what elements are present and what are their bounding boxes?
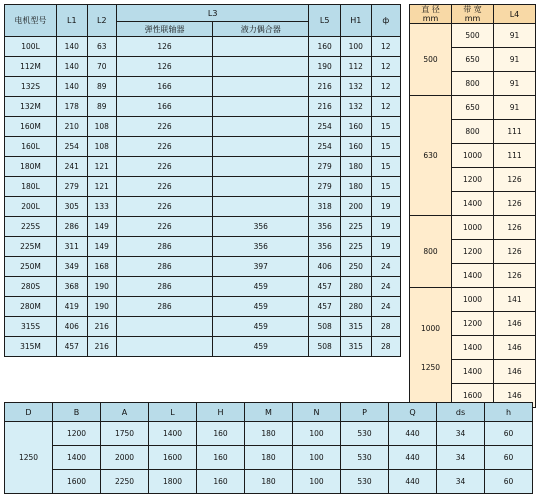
table-row: [5, 237, 401, 257]
cell-l3-fluid: 356: [213, 237, 309, 257]
cell-h1: 250: [340, 257, 371, 277]
cell-l4: 126: [494, 264, 536, 288]
cell-h1: 225: [340, 237, 371, 257]
cell-l1: 210: [57, 117, 88, 137]
cell-b: 1400: [53, 446, 101, 470]
cell-l4: 111: [494, 144, 536, 168]
cell-phi: 15: [371, 177, 400, 197]
header-width-label: 带 宽: [463, 5, 482, 14]
cell-h1: 160: [340, 117, 371, 137]
cell-m: 180: [245, 422, 293, 446]
cell-l3-elastic: 226: [116, 157, 212, 177]
cell-l2: 89: [87, 77, 116, 97]
header-a: A: [101, 403, 149, 422]
cell-l1: 305: [57, 197, 88, 217]
cell-ds: 34: [437, 470, 485, 494]
cell-l2: 133: [87, 197, 116, 217]
cell-h1: 160: [340, 137, 371, 157]
cell-a: 2250: [101, 470, 149, 494]
cell-width: 1000: [452, 144, 494, 168]
cell-l3-fluid: [213, 117, 309, 137]
cell-m: 180: [245, 470, 293, 494]
cell-width: 1200: [452, 240, 494, 264]
cell-l: 1800: [149, 470, 197, 494]
cell-phi: 15: [371, 157, 400, 177]
dim-table-body: [5, 422, 533, 494]
cell-l5: 356: [309, 237, 341, 257]
cell-l2: 63: [87, 37, 116, 57]
cell-phi: 24: [371, 257, 400, 277]
cell-phi: 12: [371, 57, 400, 77]
cell-h1: 112: [340, 57, 371, 77]
cell-model: 200L: [5, 197, 57, 217]
cell-l4: 141: [494, 288, 536, 312]
cell-l3-elastic: 286: [116, 297, 212, 317]
cell-l2: 121: [87, 177, 116, 197]
cell-b: 1200: [53, 422, 101, 446]
cell-diameter-value: 1000: [420, 323, 441, 333]
cell-h1: 180: [340, 157, 371, 177]
table-row: [5, 317, 401, 337]
cell-l5: 254: [309, 137, 341, 157]
header-width: [452, 5, 494, 24]
table-row: [5, 57, 401, 77]
cell-phi: 12: [371, 77, 400, 97]
cell-l3-elastic: 166: [116, 77, 212, 97]
cell-model: 180L: [5, 177, 57, 197]
table-row: [5, 197, 401, 217]
cell-diameter: [410, 24, 452, 96]
cell-l1: 279: [57, 177, 88, 197]
cell-m: 180: [245, 446, 293, 470]
cell-l2: 108: [87, 137, 116, 157]
cell-width: 800: [452, 120, 494, 144]
header-h1: H1: [340, 5, 371, 37]
cell-l3-elastic: 126: [116, 37, 212, 57]
cell-phi: 28: [371, 337, 400, 357]
cell-l2: 121: [87, 157, 116, 177]
cell-diameter-value: 1250: [420, 362, 441, 372]
table-row: [5, 117, 401, 137]
cell-phi: 12: [371, 97, 400, 117]
cell-width: 1200: [452, 312, 494, 336]
cell-l3-elastic: 226: [116, 197, 212, 217]
cell-l2: 149: [87, 237, 116, 257]
cell-q: 440: [389, 446, 437, 470]
cell-l5: 190: [309, 57, 341, 77]
cell-width: 1600: [452, 384, 494, 408]
belt-width-table: [409, 4, 536, 408]
cell-l1: 286: [57, 217, 88, 237]
cell-diameter: [410, 96, 452, 216]
table-row: [410, 96, 536, 120]
cell-l5: 508: [309, 317, 341, 337]
table-row: [5, 137, 401, 157]
cell-l1: 178: [57, 97, 88, 117]
cell-l2: 108: [87, 117, 116, 137]
cell-l3-elastic: 166: [116, 97, 212, 117]
cell-width: 1400: [452, 264, 494, 288]
table-row: [410, 24, 536, 48]
cell-l1: 368: [57, 277, 88, 297]
cell-h1: 200: [340, 197, 371, 217]
cell-ds: 34: [437, 446, 485, 470]
cell-l1: 311: [57, 237, 88, 257]
cell-l4: 126: [494, 192, 536, 216]
cell-l3-fluid: 397: [213, 257, 309, 277]
cell-l3-fluid: [213, 177, 309, 197]
cell-l5: 216: [309, 77, 341, 97]
cell-width: 1400: [452, 192, 494, 216]
cell-l3-fluid: 356: [213, 217, 309, 237]
cell-d: 1250: [5, 422, 53, 494]
cell-l2: 70: [87, 57, 116, 77]
header-ds: ds: [437, 403, 485, 422]
header-h: H: [197, 403, 245, 422]
cell-l3-fluid: [213, 197, 309, 217]
cell-diameter-value: 500: [423, 55, 438, 64]
header-l5: L5: [309, 5, 341, 37]
header-l3-fluid: 液力偶合器: [213, 22, 309, 37]
cell-l5: 160: [309, 37, 341, 57]
cell-l2: 168: [87, 257, 116, 277]
cell-l3-fluid: [213, 157, 309, 177]
cell-l4: 146: [494, 384, 536, 408]
cell-l5: 279: [309, 177, 341, 197]
cell-l4: 146: [494, 360, 536, 384]
header-b: B: [53, 403, 101, 422]
cell-p: 530: [341, 422, 389, 446]
cell-phi: 19: [371, 237, 400, 257]
cell-l3-elastic: [116, 317, 212, 337]
cell-phi: 15: [371, 117, 400, 137]
header-model: 电机型号: [5, 5, 57, 37]
cell-h1: 100: [340, 37, 371, 57]
cell-phi: 19: [371, 197, 400, 217]
cell-width: 1400: [452, 336, 494, 360]
table-row: [5, 97, 401, 117]
cell-l3-fluid: 459: [213, 337, 309, 357]
belt-table-body: [410, 24, 536, 408]
cell-l4: 126: [494, 240, 536, 264]
cell-h1: 280: [340, 297, 371, 317]
cell-width: 650: [452, 48, 494, 72]
cell-l1: 140: [57, 37, 88, 57]
cell-n: 100: [293, 446, 341, 470]
table-row: [5, 157, 401, 177]
cell-l3-elastic: 226: [116, 137, 212, 157]
header-q: Q: [389, 403, 437, 422]
cell-phi: 24: [371, 277, 400, 297]
table-row: [5, 37, 401, 57]
cell-model: 112M: [5, 57, 57, 77]
cell-l3-elastic: 286: [116, 277, 212, 297]
cell-l3-elastic: 286: [116, 257, 212, 277]
cell-l2: 149: [87, 217, 116, 237]
cell-diameter-value: 630: [423, 151, 438, 160]
cell-l1: 419: [57, 297, 88, 317]
cell-l3-fluid: [213, 37, 309, 57]
cell-h1: 315: [340, 337, 371, 357]
cell-a: 1750: [101, 422, 149, 446]
header-l3: L3: [116, 5, 308, 22]
cell-l5: 406: [309, 257, 341, 277]
cell-p: 530: [341, 470, 389, 494]
cell-phi: 19: [371, 217, 400, 237]
table-row: [5, 217, 401, 237]
header-l2: L2: [87, 5, 116, 37]
cell-l3-fluid: 459: [213, 297, 309, 317]
header-m: M: [245, 403, 293, 422]
cell-l3-elastic: 126: [116, 57, 212, 77]
cell-l3-elastic: 286: [116, 237, 212, 257]
cell-l3-elastic: 226: [116, 117, 212, 137]
cell-h1: 132: [340, 97, 371, 117]
header-diameter: [410, 5, 452, 24]
cell-l5: 254: [309, 117, 341, 137]
cell-model: 250M: [5, 257, 57, 277]
table-row: [5, 337, 401, 357]
cell-n: 100: [293, 470, 341, 494]
cell-l5: 457: [309, 297, 341, 317]
overall-dimension-table: [4, 402, 533, 494]
header-l4: L4: [494, 5, 536, 24]
cell-l4: 146: [494, 336, 536, 360]
cell-l4: 126: [494, 216, 536, 240]
cell-diameter-value: 800: [423, 247, 438, 256]
cell-l5: 279: [309, 157, 341, 177]
table-row: [410, 216, 536, 240]
header-p: P: [341, 403, 389, 422]
cell-diameter: [410, 288, 452, 408]
header-h: h: [485, 403, 533, 422]
header-l1: L1: [57, 5, 88, 37]
cell-phi: 24: [371, 297, 400, 317]
cell-phi: 12: [371, 37, 400, 57]
cell-q: 440: [389, 470, 437, 494]
header-l: L: [149, 403, 197, 422]
cell-l3-fluid: [213, 97, 309, 117]
cell-h1: 280: [340, 277, 371, 297]
cell-n: 100: [293, 422, 341, 446]
table-row: [5, 297, 401, 317]
cell-l4: 146: [494, 312, 536, 336]
cell-l3-fluid: [213, 57, 309, 77]
cell-l1: 241: [57, 157, 88, 177]
cell-model: 132M: [5, 97, 57, 117]
cell-width: 650: [452, 96, 494, 120]
cell-p: 530: [341, 446, 389, 470]
cell-width: 500: [452, 24, 494, 48]
cell-model: 160L: [5, 137, 57, 157]
cell-h1: 132: [340, 77, 371, 97]
cell-l5: 508: [309, 337, 341, 357]
header-phi: ф: [371, 5, 400, 37]
cell-l3-fluid: 459: [213, 277, 309, 297]
cell-l4: 126: [494, 168, 536, 192]
cell-l: 1600: [149, 446, 197, 470]
cell-h1: 315: [340, 317, 371, 337]
cell-b: 1600: [53, 470, 101, 494]
cell-l2: 190: [87, 277, 116, 297]
cell-width: 1000: [452, 216, 494, 240]
cell-phi: 28: [371, 317, 400, 337]
table-row: [5, 177, 401, 197]
cell-model: 280M: [5, 297, 57, 317]
header-d: D: [5, 403, 53, 422]
table-row: [5, 77, 401, 97]
cell-l1: 349: [57, 257, 88, 277]
cell-h: 60: [485, 470, 533, 494]
cell-l3-fluid: [213, 77, 309, 97]
cell-l3-fluid: 459: [213, 317, 309, 337]
cell-model: 225M: [5, 237, 57, 257]
cell-l5: 356: [309, 217, 341, 237]
cell-l3-fluid: [213, 137, 309, 157]
cell-l3-elastic: [116, 337, 212, 357]
cell-l1: 457: [57, 337, 88, 357]
cell-l4: 91: [494, 96, 536, 120]
header-n: N: [293, 403, 341, 422]
motor-dimension-table: [4, 4, 401, 357]
cell-l1: 254: [57, 137, 88, 157]
cell-phi: 15: [371, 137, 400, 157]
cell-l1: 406: [57, 317, 88, 337]
cell-l3-elastic: 226: [116, 217, 212, 237]
cell-width: 1000: [452, 288, 494, 312]
cell-width: 1200: [452, 168, 494, 192]
cell-l4: 91: [494, 24, 536, 48]
cell-model: 180M: [5, 157, 57, 177]
cell-l4: 91: [494, 48, 536, 72]
table-row: [410, 288, 536, 312]
cell-diameter: [410, 216, 452, 288]
cell-ds: 34: [437, 422, 485, 446]
cell-l5: 216: [309, 97, 341, 117]
cell-model: 100L: [5, 37, 57, 57]
cell-l4: 111: [494, 120, 536, 144]
cell-h: 60: [485, 422, 533, 446]
table-row: [5, 446, 533, 470]
cell-model: 132S: [5, 77, 57, 97]
cell-model: 315M: [5, 337, 57, 357]
motor-table-body: [5, 37, 401, 357]
cell-model: 225S: [5, 217, 57, 237]
cell-l5: 318: [309, 197, 341, 217]
cell-h: 160: [197, 470, 245, 494]
cell-h: 60: [485, 446, 533, 470]
cell-l5: 457: [309, 277, 341, 297]
header-l3-elastic: 弹性联轴器: [116, 22, 212, 37]
cell-width: 1400: [452, 360, 494, 384]
table-row: [5, 470, 533, 494]
table-row: [5, 422, 533, 446]
cell-h1: 225: [340, 217, 371, 237]
dim-header-row: [5, 403, 533, 422]
cell-l2: 89: [87, 97, 116, 117]
cell-l2: 216: [87, 337, 116, 357]
cell-h: 160: [197, 422, 245, 446]
cell-h: 160: [197, 446, 245, 470]
cell-l1: 140: [57, 77, 88, 97]
cell-a: 2000: [101, 446, 149, 470]
cell-model: 280S: [5, 277, 57, 297]
header-width-unit: mm: [464, 14, 481, 23]
cell-l2: 216: [87, 317, 116, 337]
cell-width: 800: [452, 72, 494, 96]
cell-l: 1400: [149, 422, 197, 446]
cell-model: 160M: [5, 117, 57, 137]
header-diameter-unit: mm: [422, 14, 439, 23]
cell-l3-elastic: 226: [116, 177, 212, 197]
cell-l1: 140: [57, 57, 88, 77]
table-row: [5, 257, 401, 277]
cell-l2: 190: [87, 297, 116, 317]
cell-l4: 91: [494, 72, 536, 96]
cell-q: 440: [389, 422, 437, 446]
table-row: [5, 277, 401, 297]
cell-h1: 180: [340, 177, 371, 197]
header-diameter-label: 直 径: [421, 5, 440, 14]
cell-model: 315S: [5, 317, 57, 337]
